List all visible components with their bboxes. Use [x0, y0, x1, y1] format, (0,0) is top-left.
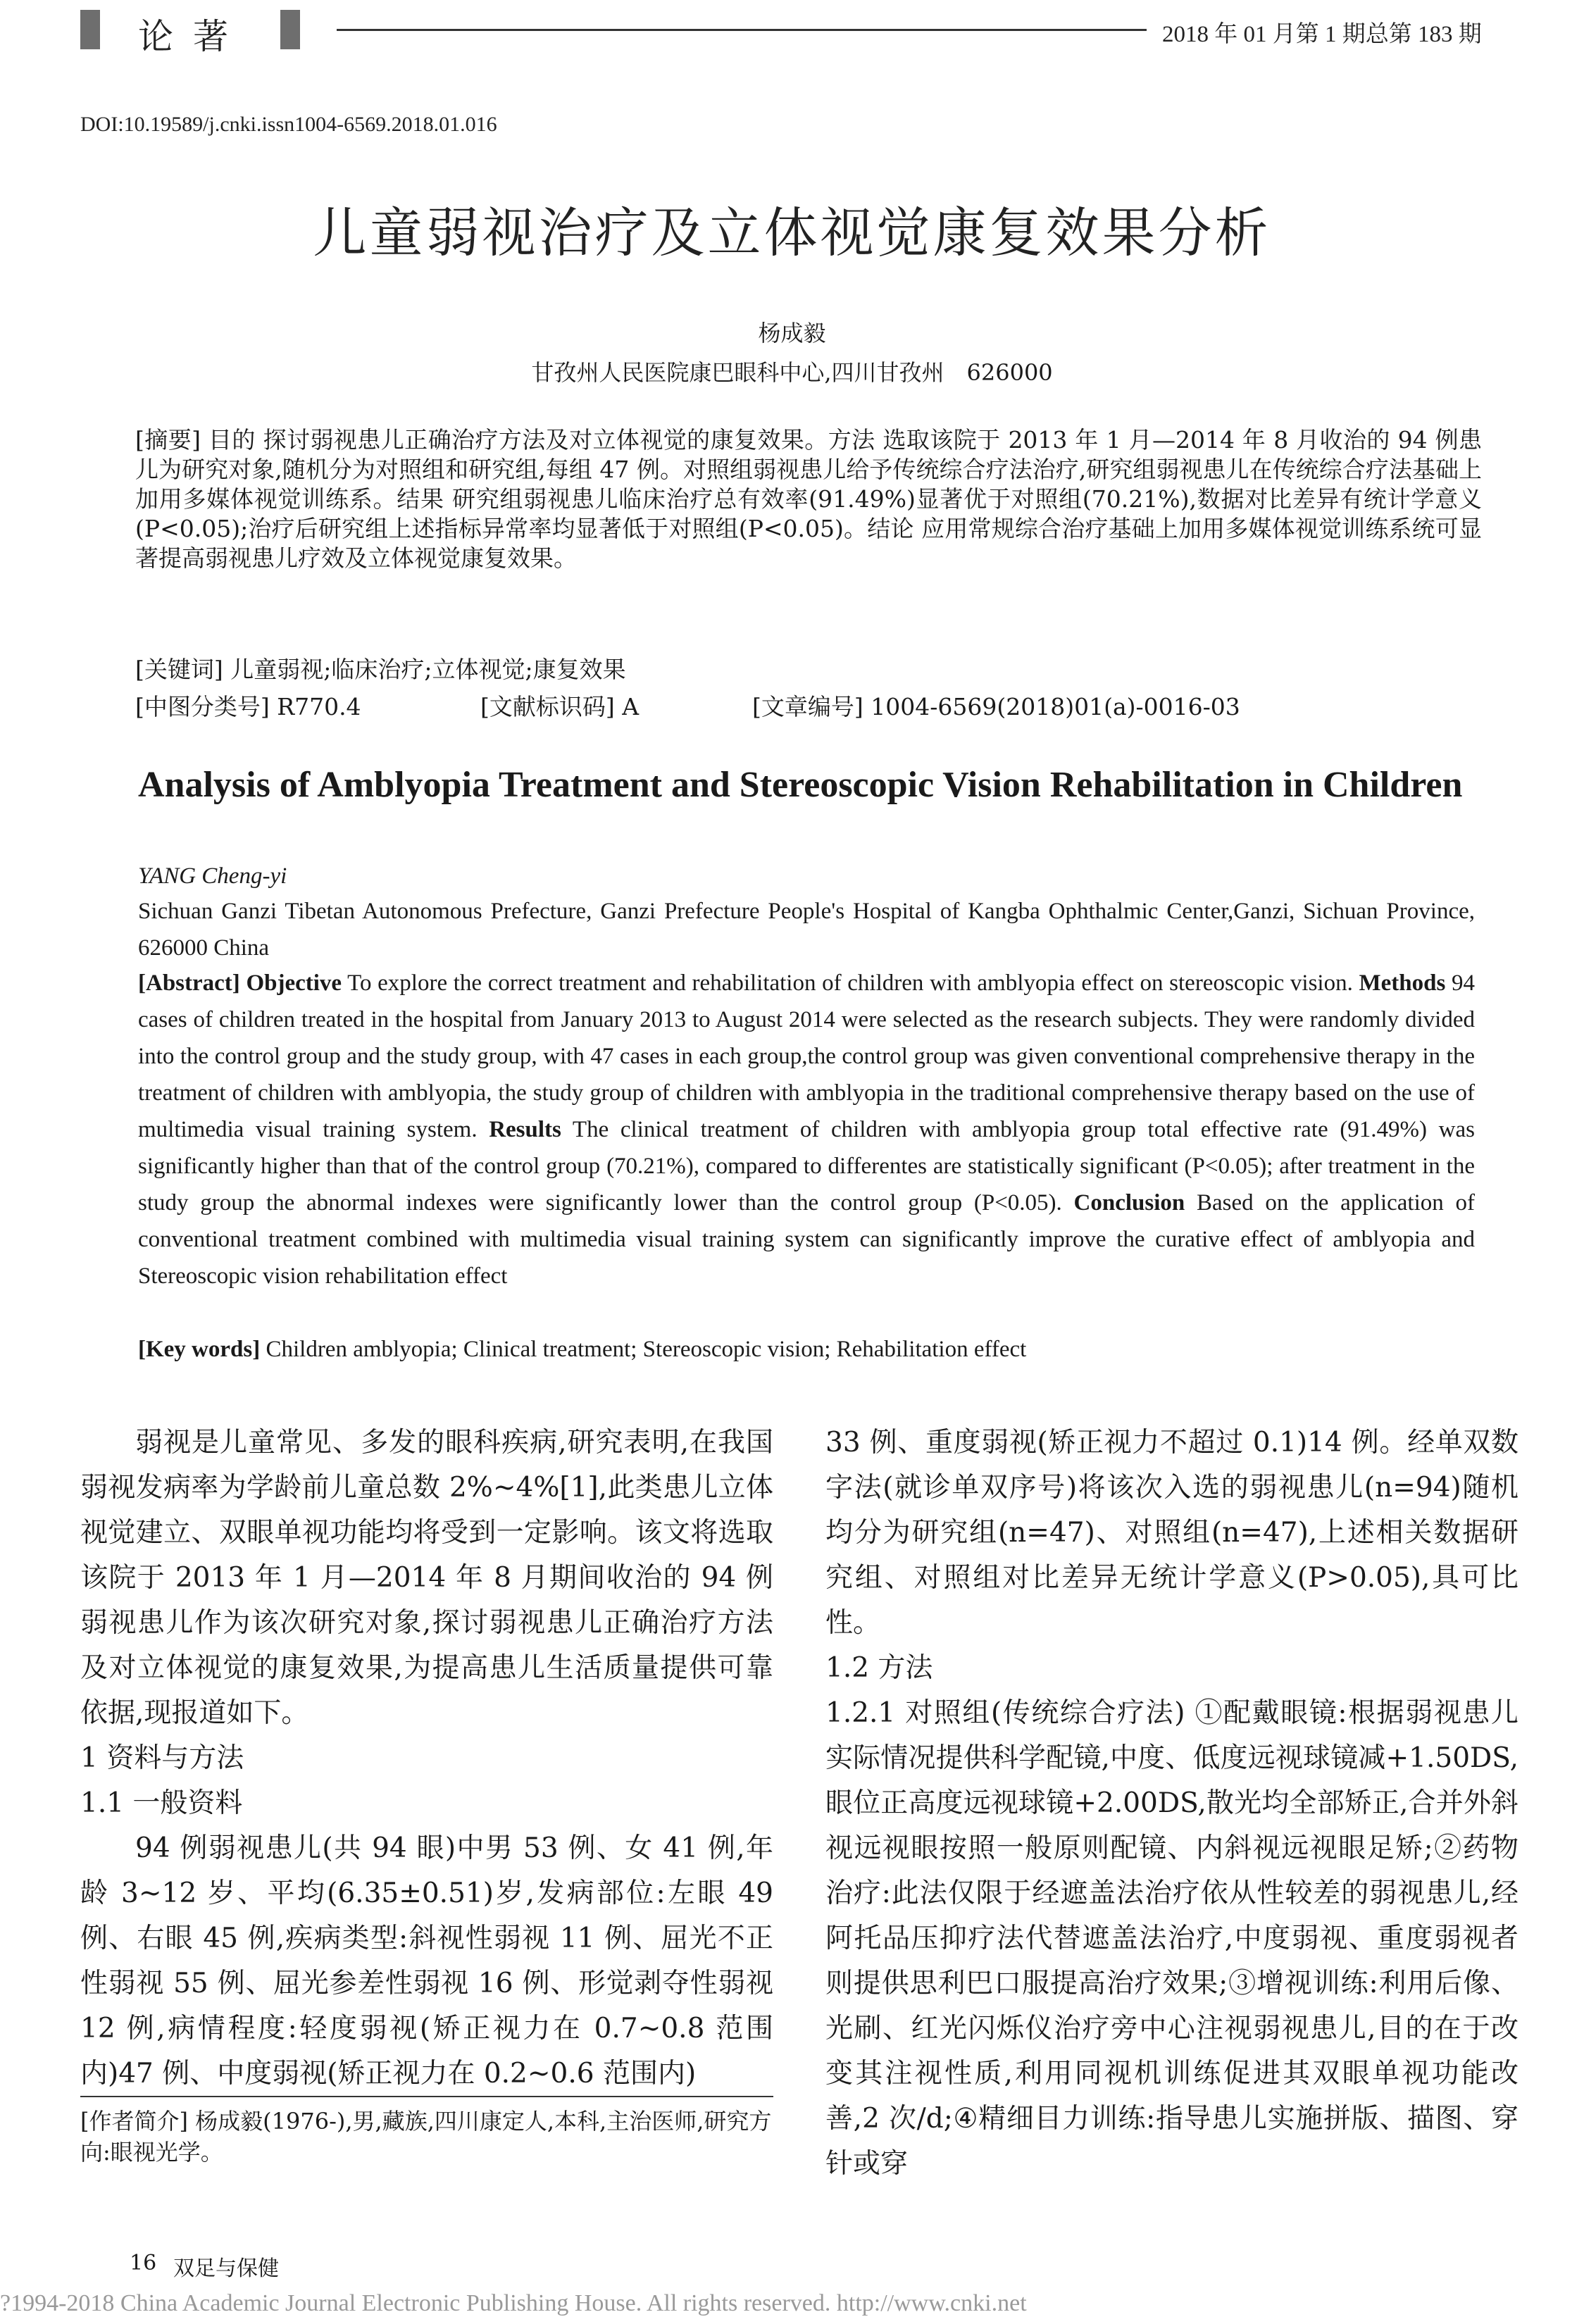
title-cn: 儿童弱视治疗及立体视觉康复效果分析	[313, 201, 1271, 264]
issue-info: 2018 年 01 月第 1 期总第 183 期	[1162, 22, 1482, 47]
general-data-paragraph: 94 例弱视患儿(共 94 眼)中男 53 例、女 41 例,年龄 3~12 岁、平均(6.35±0.51)岁,发病部位:左眼 49 例、右眼 45 例,疾病类型:斜视性弱视 11 例、屈光不正性弱视 55 例、屈光参差性弱视 16 例、形觉剥夺性弱视 12 例,病情程度:轻度弱视(矫正视力在 0.7~0.8 范围内)47 例、中度弱视(矫正视力在 0.2~0.6 范围内)	[80, 1832, 773, 2089]
methods-text: 94 cases of children treated in the hospital from January 2013 to August 2014 were selected as the research subjects. They were randomly divided into the control group and the study group, with 47 cases in each group,the control group was given conventional comprehensive therapy in the treatment of children with amblyopia, the study group of children with amblyopia in the traditional comprehensive therapy based on the use of multimedia visual training system.	[138, 970, 1476, 1142]
keywords-en-text: Children amblyopia; Clinical treatment; Stereoscopic vision; Rehabilitation effect	[260, 1337, 1027, 1362]
footnote-rule	[80, 2096, 773, 2097]
header-block-right	[280, 10, 300, 49]
keywords-cn: [关键词] 儿童弱视;临床治疗;立体视觉;康复效果	[135, 656, 626, 683]
abstract-label: [Abstract]	[138, 970, 240, 996]
abstract-cn: [摘要] 目的 探讨弱视患儿正确治疗方法及对立体视觉的康复效果。方法 选取该院于 2013 年 1 月—2014 年 8 月收治的 94 例患儿为研究对象,随机分为对照组和研究组,每组 47 例。对照组弱视患儿给予传统综合疗法治疗,研究组弱视患儿在传统综合疗法基础上加用多媒体视觉训练系。结果 研究组弱视患儿临床治疗总有效率(91.49%)显著优于对照组(70.21%),数据对比差异有统计学意义(P<0.05);治疗后研究组上述指标异常率均显著低于对照组(P<0.05)。结论 应用常规综合治疗基础上加用多媒体视觉训练系统可显著提高弱视患儿疗效及立体视觉康复效果。	[135, 426, 1482, 572]
title-en: Analysis of Amblyopia Treatment and Stereoscopic Vision Rehabilitation in Children	[138, 765, 1463, 805]
journal-name: 双足与保健	[173, 2256, 279, 2281]
section-label: 论著	[138, 16, 248, 57]
conclusion-text: Based on the application of conventional treatment combined with multimedia visual training system can significantly improve the curative effect of amblyopia and Stereoscopic vision rehabilitation effect	[138, 1190, 1475, 1289]
keywords-en	[138, 1331, 1475, 1368]
subsection-heading-1-1: 1.1 一般资料	[80, 1787, 243, 1819]
methods-label: Methods	[1359, 970, 1446, 996]
author-footnote: [作者简介] 杨成毅(1976-),男,藏族,四川康定人,本科,主治医师,研究方向:眼视光学。	[80, 2108, 772, 2166]
keywords-en-label: [Key words]	[138, 1337, 261, 1362]
clc-number: [中图分类号] R770.4	[135, 693, 361, 720]
abstract-en	[138, 965, 1475, 1294]
author-cn: 杨成毅	[758, 320, 826, 346]
continued-paragraph: 33 例、重度弱视(矫正视力不超过 0.1)14 例。经单双数字法(就诊单双序号)将该次入选的弱视患儿(n=94)随机均分为研究组(n=47)、对照组(n=47),上述相关数据研究组、对照组对比差异无统计学意义(P>0.05),具可比性。	[825, 1427, 1518, 1639]
section-heading-1: 1 资料与方法	[80, 1742, 244, 1774]
body-left-column	[80, 1420, 773, 2097]
document-code: [文献标识码] A	[480, 693, 640, 720]
method-paragraph: 1.2.1 对照组(传统综合疗法) ①配戴眼镜:根据弱视患儿实际情况提供科学配镜,中度、低度远视球镜减+1.50DS,眼位正高度远视球镜+2.00DS,散光均全部矫正,合并外斜视远视眼按照一般原则配镜、内斜视远视眼足矫;②药物治疗:此法仅限于经遮盖法治疗依从性较差的弱视患儿,经阿托品压抑疗法代替遮盖法治疗,中度弱视、重度弱视者则提供思利巴口服提高治疗效果;③增视训练:利用后像、光刷、红光闪烁仪治疗旁中心注视弱视患儿,目的在于改变其注视性质,利用同视机训练促进其双眼单视功能改善,2 次/d;④精细目力训练:指导患儿实施拼版、描图、穿针或穿	[825, 1697, 1518, 2180]
header-block-left	[80, 10, 100, 49]
page-number: 16	[130, 2251, 157, 2275]
doi: DOI:10.19589/j.cnki.issn1004-6569.2018.01.016	[80, 113, 497, 136]
results-text: The clinical treatment of children with amblyopia group total effective rate (91.49%) was significantly higher than that of the control group (70.21%), compared to differentes are statistically significant (P<0.05); after treatment in the study group the abnormal indexes were significantly lower than the control group (P<0.05).	[138, 1117, 1475, 1216]
results-label: Results	[489, 1117, 561, 1142]
conclusion-label: Conclusion	[1073, 1190, 1185, 1216]
article-number: [文章编号] 1004-6569(2018)01(a)-0016-03	[752, 693, 1240, 720]
intro-paragraph: 弱视是儿童常见、多发的眼科疾病,研究表明,在我国弱视发病率为学龄前儿童总数 2%~4%[1],此类患儿立体视觉建立、双眼单视功能均将受到一定影响。该文将选取该院于 2013 年 1 月—2014 年 8 月期间收治的 94 例弱视患儿作为该次研究对象,探讨弱视患儿正确治疗方法及对立体视觉的康复效果,为提高患儿生活质量提供可靠依据,现报道如下。	[80, 1427, 773, 1729]
affiliation-en: Sichuan Ganzi Tibetan Autonomous Prefecture, Ganzi Prefecture People's Hospital of Kangba Ophthalmic Center,Ganzi, Sichuan Province, 626000 China	[138, 899, 1475, 961]
header-rule	[337, 29, 1147, 31]
author-en: YANG Cheng-yi	[138, 863, 287, 889]
objective-text: To explore the correct treatment and rehabilitation of children with amblyopia effect on stereoscopic vision.	[342, 970, 1359, 996]
subsection-heading-1-2: 1.2 方法	[825, 1652, 933, 1684]
copyright-line: ?1994-2018 China Academic Journal Electronic Publishing House. All rights reserved. http://www.cnki.net	[0, 2290, 1027, 2316]
body-right-column	[825, 1420, 1518, 2187]
affiliation-cn: 甘孜州人民医院康巴眼科中心,四川甘孜州 626000	[531, 359, 1053, 386]
objective-label: Objective	[246, 970, 342, 996]
